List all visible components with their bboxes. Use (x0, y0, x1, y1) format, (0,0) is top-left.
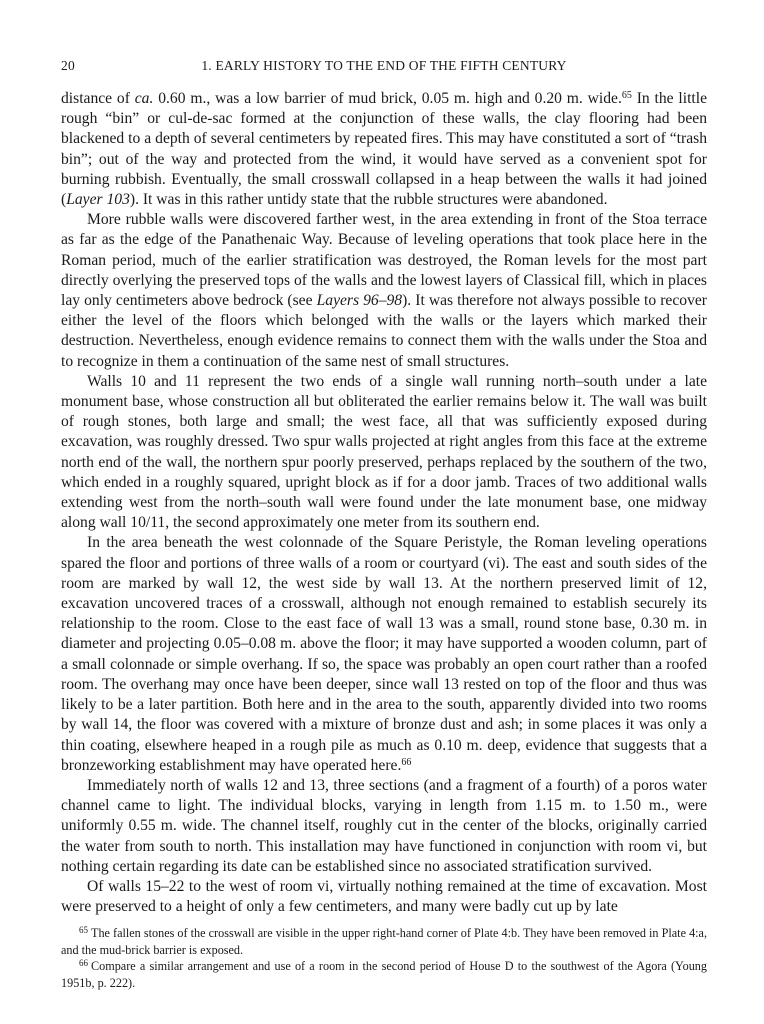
page-number: 20 (61, 58, 75, 73)
paragraph-4 (61, 533, 707, 775)
text-run: ). It was therefore not always possible to recover either the level of the floors which belonged with the walls or the layers which marked their destruction. Nevertheless, enough evidence remains to connect them with the walls under the Stoa and to recognize in them a continuation of the same nest of small structures. (61, 292, 707, 370)
text-run: 0.60 m., was a low barrier of mud brick, 0.05 m. high and 0.20 m. wide. (153, 90, 622, 107)
paragraph-1 (61, 89, 707, 210)
footnote-text: The fallen stones of the crosswall are visible in the upper right-hand corner of Plate 4:b. They have been removed in Plate 4:a, and the mud-brick barrier is exposed. (61, 926, 707, 957)
page (61, 58, 707, 991)
footnote-text: Compare a similar arrangement and use of a room in the second period of House D to the southwest of the Agora (Young 1951b, p. 222). (61, 959, 707, 990)
paragraph-2 (61, 210, 707, 372)
footnote-number: 66 (79, 958, 88, 969)
paragraph-3 (61, 372, 707, 534)
footnote-65 (61, 925, 707, 958)
text-run: Walls 10 and 11 represent the two ends of a single wall running north–south under a late monument base, whose construction all but obliterated the earlier remains below it. The wall was built of rough stones, both large and small; the west face, all that was sufficiently exposed during excavation, was roughly dressed. Two spur walls projected at right angles from this face at the extreme north end of the wall, the northern spur poorly preserved, perhaps replaced by the southern of the two, which ended in a roughly squared, upright block as if for a door jamb. Traces of two additional walls extending west from the north–south wall were found under the late monument base, one midway along wall 10/11, the second approximately one meter from its southern end. (61, 372, 707, 532)
text-run: Of walls 15–22 to the west of room vi, virtually nothing remained at the time of excavation. Most were preserved to a height of only a few centimeters, and many were badly cut up by late (61, 877, 707, 916)
italic-run: Layers 96–98 (316, 292, 403, 310)
footnote-ref-66[interactable]: 66 (401, 756, 412, 768)
text-run: Immediately north of walls 12 and 13, three sections (and a fragment of a fourth) of a poros water channel came to light. The individual blocks, varying in length from 1.15 m. to 1.50 m., were uniformly 0.55 m. wide. The channel itself, roughly cut in the center of the blocks, originally carried the water from south to north. This installation may have functioned in conjunction with room vi, but nothing certain regarding its date can be established since no associated stratification survived. (61, 776, 707, 875)
text-run: In the area beneath the west colonnade of the Square Peristyle, the Roman leveling operations spared the floor and portions of three walls of a room or courtyard (vi). The east and south sides of the room are marked by wall 12, the west side by wall 13. At the northern preserved limit of 12, excavation uncovered traces of a crosswall, although not enough remained to establish securely its relationship to the room. Close to the east face of wall 13 was a small, round stone base, 0.30 m. in diameter and projecting 0.05–0.08 m. above the floor; it may have supported a wooden column, part of a small colonnade or simple overhang. If so, the space was probably an open court rather than a roofed room. The overhang may once have been deeper, since wall 13 rested on top of the floor and thus was likely to be a later partition. Both here and in the area to the south, apparently divided into two rooms by wall 14, the floor was covered with a mixture of bronze dust and ash; in some places it was only a thin coating, elsewhere heaped in a rough pile as much as 0.10 m. deep, evidence that suggests that a bronzeworking establishment may have operated here. (61, 534, 707, 774)
paragraph-5 (61, 776, 707, 877)
footnote-number: 65 (79, 925, 88, 936)
text-run: In the little rough “bin” or cul-de-sac formed at the conjunction of these walls, the clay flooring had been blackened to a depth of several centimeters by repeated fires. This may have constituted a sort of “trash bin”; out of the way and protected from the wind, it would have served as a convenient spot for burning rubbish. Eventually, the small crosswall collapsed in a heap between the walls it had joined ( (61, 90, 707, 209)
paragraph-6 (61, 877, 707, 917)
text-run: distance of (61, 90, 135, 107)
footnote-66 (61, 958, 707, 991)
italic-run: ca. (134, 90, 154, 107)
footnote-ref-65[interactable]: 65 (621, 90, 632, 101)
running-header (61, 58, 707, 80)
footnotes (61, 925, 707, 991)
italic-run: Layer 103 (66, 191, 130, 209)
text-run: ). It was in this rather untidy state that the rubble structures were abandoned. (129, 191, 608, 209)
running-title: 1. EARLY HISTORY TO THE END OF THE FIFTH CENTURY (201, 58, 567, 73)
body-text (61, 89, 707, 917)
text-run: More rubble walls were discovered farther west, in the area extending in front of the Stoa terrace as far as the edge of the Panathenaic Way. Because of leveling operations that took place here in the Roman period, much of the earlier stratification was destroyed, the Roman levels for the most part directly overlying the preserved tops of the walls and the lowest layers of Classical fill, which in places lay only centimeters above bedrock (see (61, 211, 707, 310)
